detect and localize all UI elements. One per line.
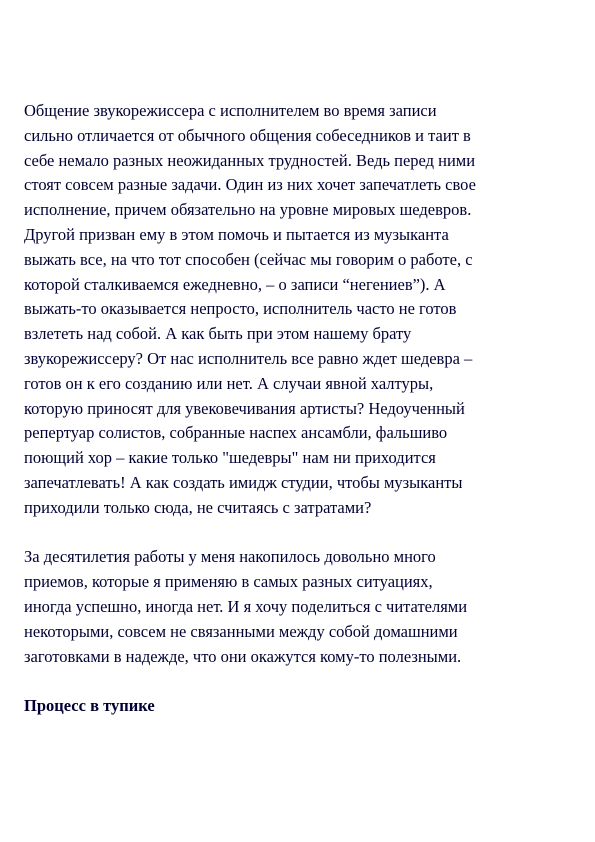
- paragraph-spacer: [24, 521, 579, 546]
- document-page: [24, 99, 579, 719]
- text-line: За десятилетия работы у меня накопилось довольно много: [24, 547, 436, 567]
- text-line: заготовками в надежде, что они окажутся кому-то полезными.: [24, 646, 462, 666]
- text-line: поющий хор – какие только "шедевры" нам ни приходится: [24, 448, 436, 468]
- text-line: себе немало разных неожиданных трудностей. Ведь перед ними: [24, 150, 476, 170]
- text-line: которую приносят для увековечивания артисты? Недоученный: [24, 398, 465, 418]
- text-line: приходили только сюда, не считаясь с затратами?: [24, 497, 372, 517]
- text-line: звукорежиссеру? От нас исполнитель все равно ждет шедевра –: [24, 348, 473, 368]
- text-line: стоят совсем разные задачи. Один из них хочет запечатлеть свое: [24, 175, 476, 195]
- paragraph-2: [24, 545, 579, 669]
- section-heading: Процесс в тупике: [24, 696, 155, 716]
- text-line: сильно отличается от обычного общения собеседников и таит в: [24, 125, 471, 145]
- text-line: которой сталкиваемся ежедневно, – о записи “негениев”). А: [24, 274, 446, 294]
- text-line: приемов, которые я применяю в самых разных ситуациях,: [24, 572, 433, 592]
- text-line: выжать все, на что тот способен (сейчас мы говорим о работе, с: [24, 249, 473, 269]
- text-line: репертуар солистов, собранные наспех ансамбли, фальшиво: [24, 423, 448, 443]
- text-line: исполнение, причем обязательно на уровне мировых шедевров.: [24, 200, 472, 220]
- text-line: некоторыми, совсем не связанными между собой домашними: [24, 621, 458, 641]
- text-line: взлететь над собой. А как быть при этом нашему брату: [24, 324, 412, 344]
- text-line: готов он к его созданию или нет. А случаи явной халтуры,: [24, 373, 434, 393]
- paragraph-1: [24, 99, 579, 521]
- text-line: Другой призван ему в этом помочь и пытается из музыканта: [24, 224, 449, 244]
- text-line: выжать-то оказывается непросто, исполнитель часто не готов: [24, 299, 457, 319]
- text-line: запечатлевать! А как создать имидж студии, чтобы музыканты: [24, 472, 463, 492]
- text-line: Общение звукорежиссера с исполнителем во время записи: [24, 101, 437, 120]
- text-line: иногда успешно, иногда нет. И я хочу поделиться с читателями: [24, 596, 468, 616]
